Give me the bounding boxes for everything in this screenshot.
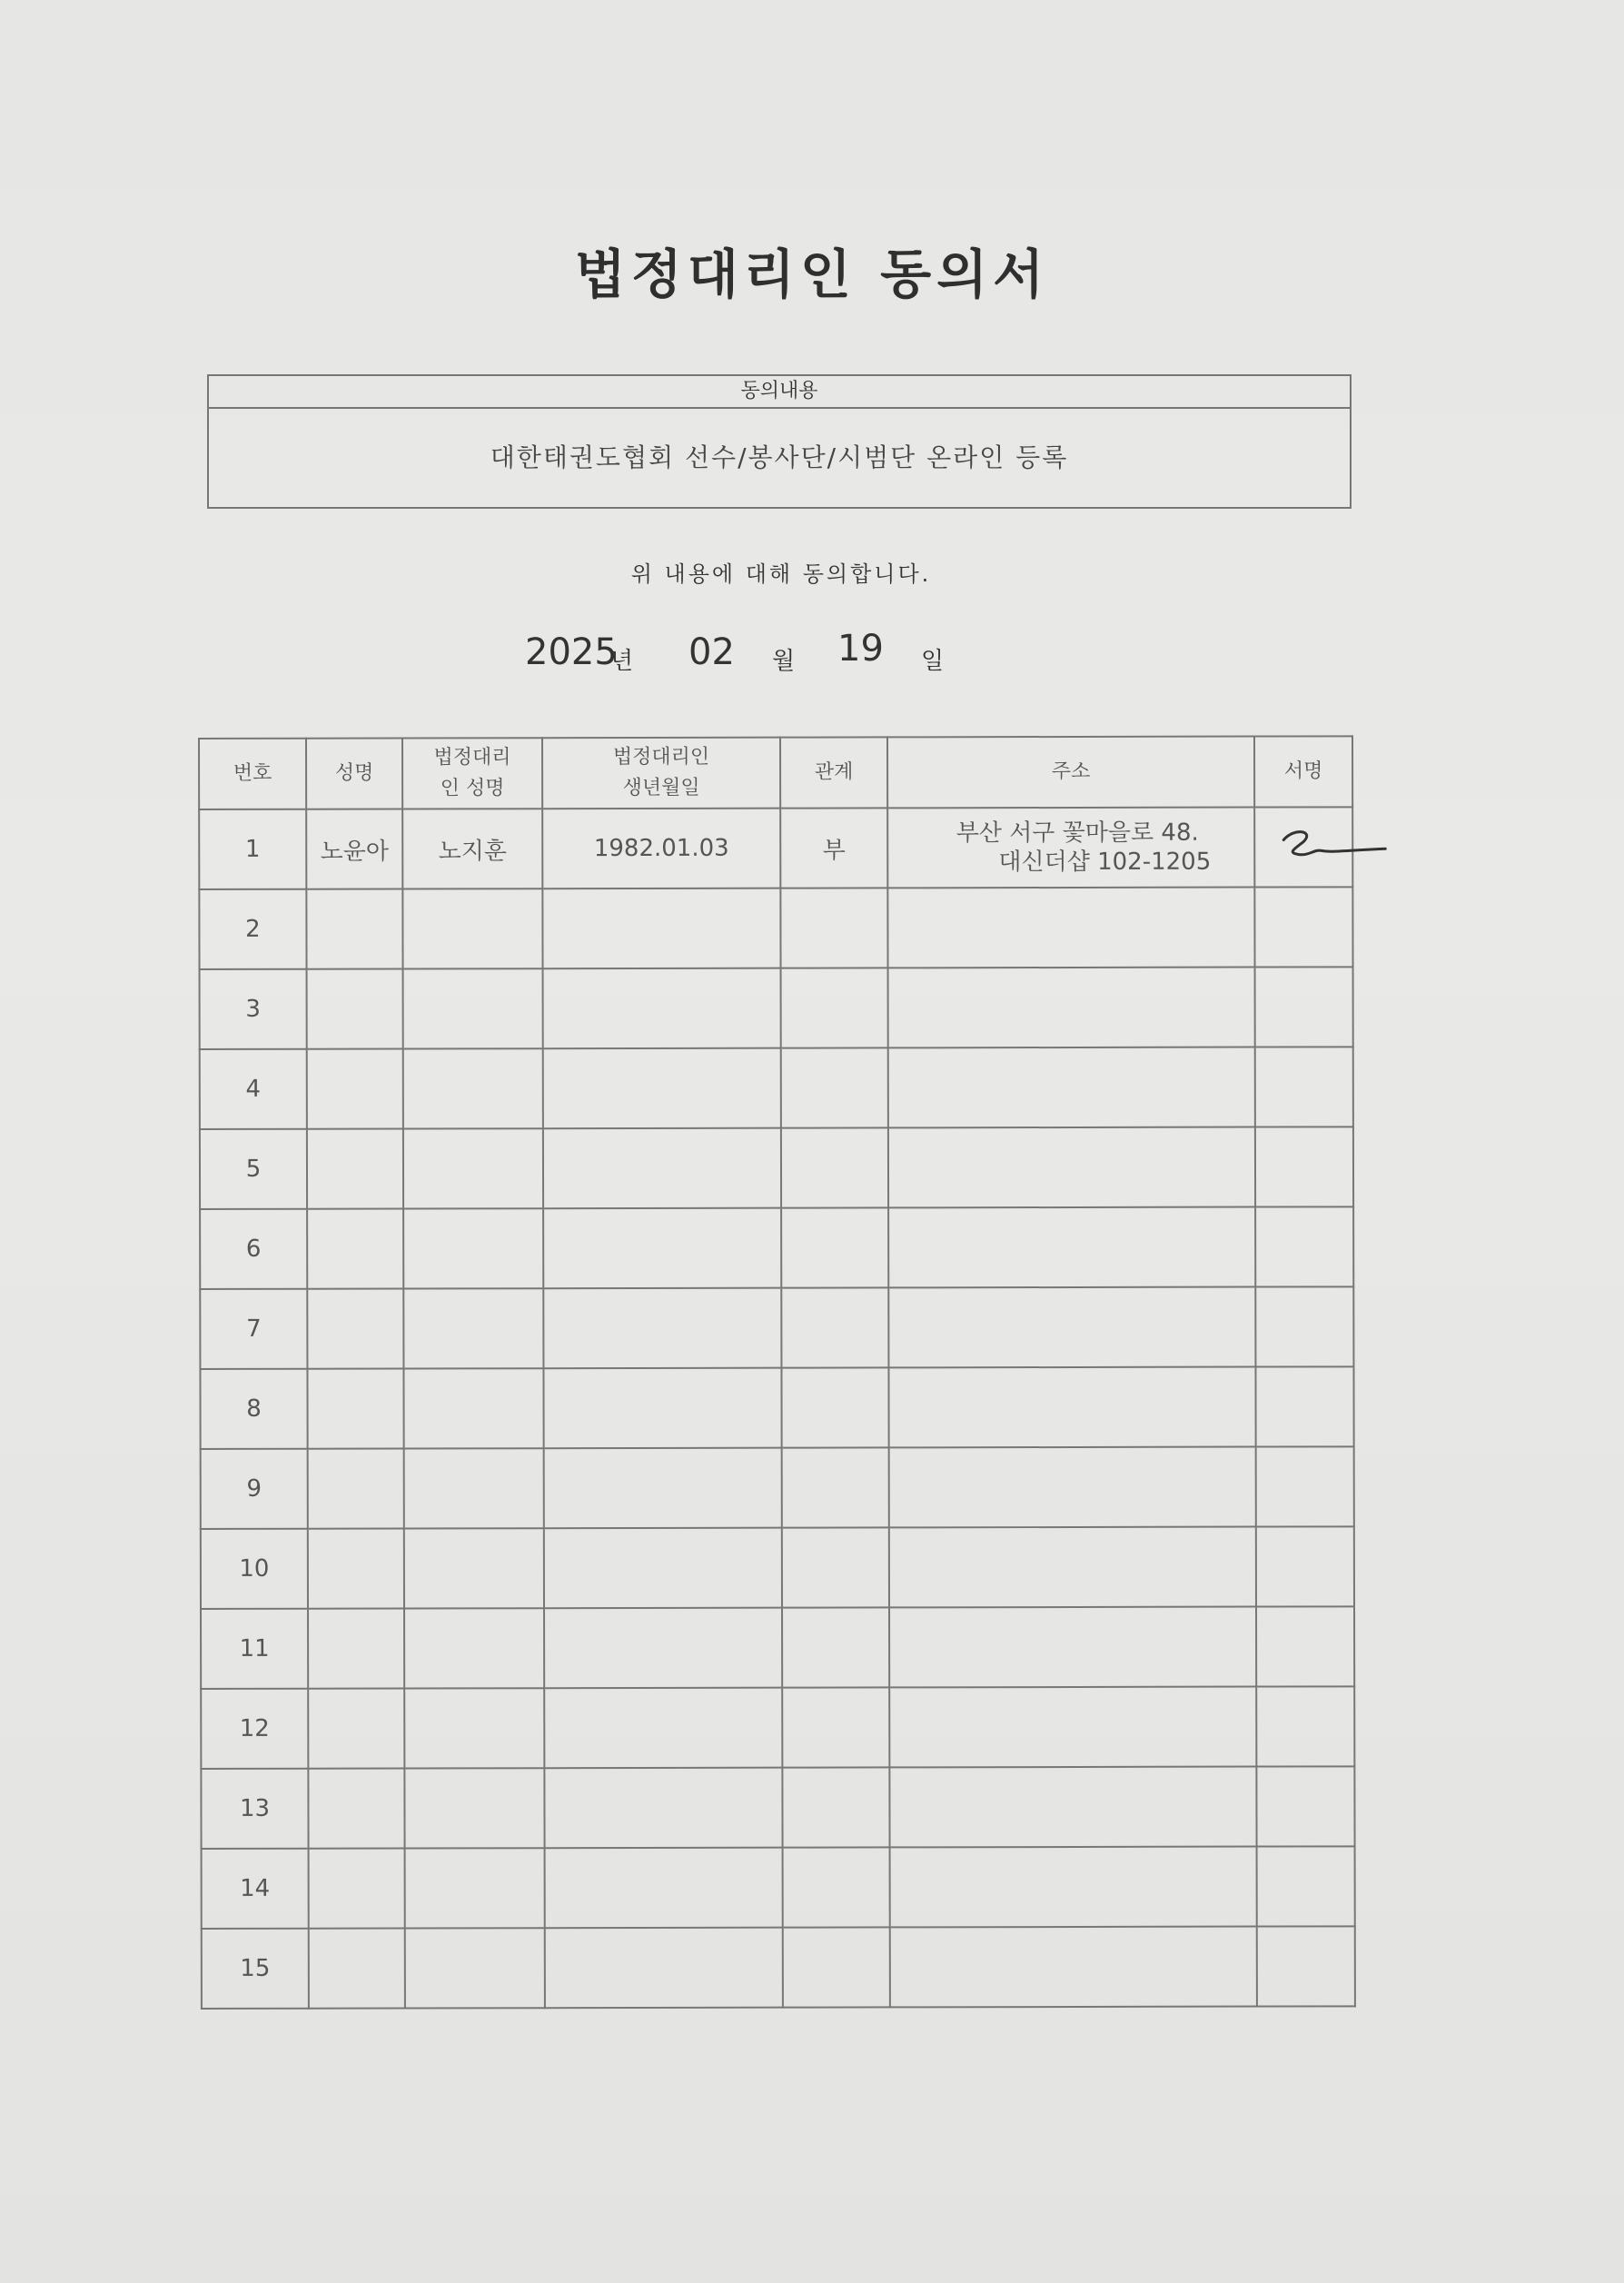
empty-cell [1255,1366,1353,1446]
empty-cell [308,1689,404,1769]
empty-cell [1257,1846,1355,1926]
empty-cell [1256,1686,1354,1766]
empty-cell [404,1528,544,1608]
table-header-row [199,736,1352,809]
empty-cell [307,1129,403,1209]
table-row [199,887,1352,969]
table-row [201,1526,1354,1609]
empty-cell [782,1687,889,1767]
guardian-relation: 부 [780,808,887,888]
row-number: 8 [200,1369,307,1449]
empty-cell [781,1287,888,1367]
row-number: 3 [200,969,307,1049]
empty-cell [1255,1206,1353,1286]
empty-cell [308,1769,404,1849]
empty-cell [782,1607,889,1687]
row-number: 11 [201,1609,308,1689]
table-row [201,1686,1354,1769]
table-row [201,1606,1354,1689]
empty-cell [405,1848,545,1928]
empty-cell [306,889,402,969]
empty-cell [307,1209,403,1289]
consent-box [207,374,1352,509]
header-relation: 관계 [780,737,887,808]
empty-cell [309,1929,405,2009]
empty-cell [542,888,780,969]
date-month-unit: 월 [772,648,796,675]
empty-cell [307,1369,403,1449]
table-row [200,1366,1353,1449]
header-guardian-name-label: 법정대리인 성명 [433,746,511,800]
header-number: 번호 [199,739,306,809]
header-address: 주소 [887,737,1254,809]
empty-cell [888,1287,1255,1368]
header-name: 성명 [306,739,402,809]
empty-cell [404,1608,544,1688]
date-day-unit: 일 [921,648,945,675]
row-number: 4 [200,1049,307,1129]
header-signature: 서명 [1254,736,1352,807]
header-guardian-birth-label: 법정대리인 생년월일 [612,745,710,800]
row-number: 12 [201,1689,308,1769]
empty-cell [544,1768,782,1849]
row-number: 10 [201,1529,308,1609]
table-row [200,1286,1353,1369]
empty-cell [543,1048,781,1129]
empty-cell [1256,1606,1354,1686]
empty-cell [1255,1047,1353,1127]
date-month: 02 [688,631,735,673]
empty-cell [780,888,887,968]
row-number: 5 [200,1129,307,1209]
empty-cell [890,1927,1257,2008]
row-number: 1 [199,809,306,889]
consent-table [198,735,1356,2010]
empty-cell [404,1448,544,1528]
empty-cell [1256,1526,1354,1606]
row-number: 15 [202,1929,309,2009]
empty-cell [781,1047,888,1127]
empty-cell [888,1047,1255,1128]
address-line-2: 대신더샵 102-1205 [998,848,1212,877]
empty-cell [781,1127,888,1207]
empty-cell [543,1288,781,1369]
empty-cell [889,1607,1256,1688]
empty-cell [544,1688,782,1769]
empty-cell [782,1527,889,1607]
consent-body: 대한태권도협회 선수/봉사단/시범단 온라인 등록 [490,442,1069,472]
empty-cell [781,1207,888,1287]
date-day: 19 [837,628,884,670]
empty-cell [543,1208,781,1289]
guardian-birthdate: 1982.01.03 [542,809,780,889]
table-row [202,1926,1355,2009]
empty-cell [543,1128,781,1209]
empty-cell [307,1049,403,1129]
empty-cell [543,968,781,1049]
empty-cell [783,1847,890,1927]
empty-cell [545,1928,783,2009]
empty-cell [404,1768,544,1848]
empty-cell [403,1208,543,1288]
empty-cell [543,1368,781,1449]
empty-cell [1256,1446,1354,1526]
date-year-unit: 년 [610,648,634,675]
table-row [200,1206,1353,1289]
row-number: 9 [201,1449,308,1529]
student-name: 노윤아 [306,809,402,889]
empty-cell [403,1288,543,1368]
empty-cell [308,1529,404,1609]
empty-cell [544,1448,782,1529]
empty-cell [783,1927,890,2007]
empty-cell [307,969,403,1049]
empty-cell [544,1608,782,1689]
empty-cell [782,1447,889,1527]
row-number: 2 [199,889,306,969]
handwritten-signature [1258,819,1349,874]
empty-cell [309,1849,405,1929]
empty-cell [308,1609,404,1689]
empty-cell [308,1449,404,1529]
table-row [201,1766,1354,1849]
empty-cell [403,1048,543,1128]
empty-cell [544,1528,782,1609]
row-number: 7 [200,1289,307,1369]
row-number: 6 [200,1209,307,1289]
empty-cell [1255,967,1353,1047]
agreement-text: 위 내용에 대해 동의합니다. [630,561,932,587]
empty-cell [887,888,1254,968]
empty-cell [545,1848,783,1929]
empty-cell [1254,887,1352,967]
empty-cell [889,1767,1256,1848]
empty-cell [402,888,542,968]
empty-cell [1255,1127,1353,1206]
date-year: 2025 [525,631,618,673]
table-row [200,1047,1353,1129]
guardian-address [887,808,1254,888]
empty-cell [1256,1766,1354,1846]
row-number: 14 [202,1849,309,1929]
empty-cell [889,1687,1256,1768]
empty-cell [888,1127,1255,1208]
empty-cell [1257,1926,1355,2006]
empty-cell [889,1447,1256,1528]
empty-cell [888,968,1255,1048]
empty-cell [1255,1286,1353,1366]
empty-cell [403,1368,543,1448]
signature-cell [1254,807,1352,887]
table-row [199,807,1352,889]
empty-cell [405,1928,545,2008]
table-row [200,967,1353,1049]
empty-cell [307,1289,403,1369]
empty-cell [403,968,543,1048]
empty-cell [782,1767,889,1847]
header-guardian-name [402,738,542,809]
table-row [202,1846,1355,1929]
row-number: 13 [201,1769,308,1849]
header-guardian-birth [542,738,780,809]
empty-cell [889,1527,1256,1608]
empty-cell [888,1367,1255,1448]
table-row [200,1127,1353,1209]
empty-cell [403,1128,543,1208]
empty-cell [781,968,888,1047]
table-row [201,1446,1354,1529]
guardian-name: 노지훈 [402,809,542,888]
document-title: 법정대리인 동의서 [574,243,1050,305]
address-line-1: 부산 서구 꽃마을로 48. [956,819,1199,848]
empty-cell [888,1207,1255,1288]
empty-cell [890,1847,1257,1928]
empty-cell [781,1367,888,1447]
empty-cell [404,1688,544,1768]
consent-header: 동의내용 [209,376,1350,409]
